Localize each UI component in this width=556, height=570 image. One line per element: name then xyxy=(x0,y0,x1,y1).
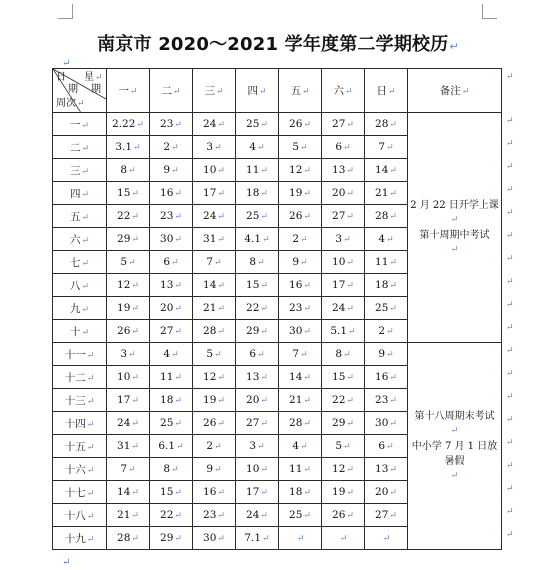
date-cell: ↵ xyxy=(365,527,408,550)
week-cell: 十二↵ xyxy=(53,366,107,389)
row-end-mark-icon: ↵ xyxy=(506,161,514,172)
date-cell: 15↵ xyxy=(150,481,193,504)
date-cell: 16↵ xyxy=(193,481,236,504)
date-cell: 24↵ xyxy=(236,504,279,527)
date-cell: 19↵ xyxy=(322,481,365,504)
date-cell: 15↵ xyxy=(236,274,279,297)
paragraph-mark-icon: ↵ xyxy=(450,214,459,225)
date-cell: 31↵ xyxy=(107,435,150,458)
date-cell: 30↵ xyxy=(365,412,408,435)
date-cell: 25↵ xyxy=(279,504,322,527)
date-cell: 31↵ xyxy=(193,228,236,251)
paragraph-mark-icon: ↵ xyxy=(449,40,459,53)
date-cell: 28↵ xyxy=(107,527,150,550)
date-cell: 13↵ xyxy=(322,159,365,182)
note-line: 第十八周期末考试 xyxy=(414,410,495,422)
paragraph-mark-icon: ↵ xyxy=(62,557,71,568)
date-cell: 12↵ xyxy=(193,366,236,389)
row-end-mark-icon: ↵ xyxy=(506,322,514,333)
date-cell: 23↵ xyxy=(365,389,408,412)
date-cell: 4↵ xyxy=(236,136,279,159)
row-end-mark-icon: ↵ xyxy=(506,368,514,379)
date-cell: 18↵ xyxy=(279,481,322,504)
school-calendar-table xyxy=(52,68,502,550)
date-cell: 5↵ xyxy=(322,435,365,458)
document-title xyxy=(0,30,556,56)
date-cell: 18↵ xyxy=(150,389,193,412)
week-cell: 六↵ xyxy=(53,228,107,251)
date-cell: 9↵ xyxy=(193,458,236,481)
week-cell: 十四↵ xyxy=(53,412,107,435)
date-cell: 29↵ xyxy=(236,320,279,343)
week-cell: 十五↵ xyxy=(53,435,107,458)
note-line: 第十周期中考试 xyxy=(419,229,490,241)
date-cell: 9↵ xyxy=(150,159,193,182)
day-header-sun: 日↵ xyxy=(365,69,408,113)
date-cell: 14↵ xyxy=(193,274,236,297)
notes-header: 备注↵ xyxy=(408,69,502,113)
date-cell: 21↵ xyxy=(279,389,322,412)
date-cell: 16↵ xyxy=(150,182,193,205)
date-cell: 24↵ xyxy=(107,412,150,435)
day-header-sat: 六↵ xyxy=(322,69,365,113)
date-cell: 8↵ xyxy=(236,251,279,274)
date-cell: 22↵ xyxy=(107,205,150,228)
date-cell: ↵ xyxy=(279,527,322,550)
paragraph-mark-icon: ↵ xyxy=(450,470,459,481)
week-cell: 三↵ xyxy=(53,159,107,182)
week-cell: 十七↵ xyxy=(53,481,107,504)
date-cell: 6↵ xyxy=(365,435,408,458)
row-end-mark-icon: ↵ xyxy=(506,299,514,310)
date-cell: 11↵ xyxy=(150,366,193,389)
date-cell: 15↵ xyxy=(322,366,365,389)
date-cell: 14↵ xyxy=(365,159,408,182)
date-cell: 3.1↵ xyxy=(107,136,150,159)
table-row xyxy=(53,113,502,136)
row-end-mark-icon: ↵ xyxy=(506,460,514,471)
date-cell: 26↵ xyxy=(322,504,365,527)
date-cell: 29↵ xyxy=(322,412,365,435)
date-cell: 20↵ xyxy=(150,297,193,320)
date-cell: 12↵ xyxy=(107,274,150,297)
date-cell: 7.1↵ xyxy=(236,527,279,550)
date-cell: 27↵ xyxy=(236,412,279,435)
date-cell: 12↵ xyxy=(279,159,322,182)
row-end-mark-icon: ↵ xyxy=(506,276,514,287)
date-cell: 13↵ xyxy=(150,274,193,297)
date-cell: 13↵ xyxy=(365,458,408,481)
date-cell: 7↵ xyxy=(193,251,236,274)
date-cell: 5.1↵ xyxy=(322,320,365,343)
corner-period-label-2: 期 xyxy=(91,84,101,95)
paragraph-mark-icon: ↵ xyxy=(450,425,459,436)
date-cell: 9↵ xyxy=(365,343,408,366)
date-cell: 13↵ xyxy=(236,366,279,389)
date-cell: 7↵ xyxy=(107,458,150,481)
date-cell: 8↵ xyxy=(107,159,150,182)
document-title-text: 南京市 2020～2021 学年度第二学期校历 xyxy=(97,34,449,55)
date-cell: 24↵ xyxy=(322,297,365,320)
date-cell: 27↵ xyxy=(322,113,365,136)
date-cell: 14↵ xyxy=(107,481,150,504)
date-cell: 21↵ xyxy=(193,297,236,320)
date-cell: 30↵ xyxy=(150,228,193,251)
date-cell: 4.1↵ xyxy=(236,228,279,251)
row-end-mark-icon: ↵ xyxy=(506,253,514,264)
date-cell: 28↵ xyxy=(279,412,322,435)
date-cell: 20↵ xyxy=(365,481,408,504)
corner-star-label: 星↵ xyxy=(84,72,103,83)
date-cell: 10↵ xyxy=(107,366,150,389)
date-cell: 18↵ xyxy=(236,182,279,205)
row-end-mark-icon: ↵ xyxy=(506,184,514,195)
date-cell: 23↵ xyxy=(279,297,322,320)
corner-week-label: 周次↵ xyxy=(56,98,85,109)
header-corner-cell xyxy=(53,69,107,113)
date-cell: 5↵ xyxy=(107,251,150,274)
date-cell: 24↵ xyxy=(193,205,236,228)
week-cell: 八↵ xyxy=(53,274,107,297)
date-cell: 27↵ xyxy=(150,320,193,343)
notes-cell xyxy=(408,343,502,550)
page-corner-mark-top-left xyxy=(58,4,73,19)
date-cell: 23↵ xyxy=(150,205,193,228)
page-corner-mark-top-right xyxy=(482,4,497,19)
corner-period-label: 期 xyxy=(68,84,78,95)
date-cell: 11↵ xyxy=(236,159,279,182)
week-cell: 十一↵ xyxy=(53,343,107,366)
day-header-thu: 四↵ xyxy=(236,69,279,113)
date-cell: 4↵ xyxy=(150,343,193,366)
date-cell: 2.22↵ xyxy=(107,113,150,136)
date-cell: 29↵ xyxy=(150,527,193,550)
date-cell: 26↵ xyxy=(107,320,150,343)
date-cell: 26↵ xyxy=(193,412,236,435)
row-end-mark-icon: ↵ xyxy=(506,138,514,149)
date-cell: 16↵ xyxy=(279,274,322,297)
date-cell: 24↵ xyxy=(193,113,236,136)
date-cell: 17↵ xyxy=(322,274,365,297)
date-cell: 22↵ xyxy=(236,297,279,320)
corner-day-label: 日 xyxy=(56,72,66,83)
date-cell: 15↵ xyxy=(107,182,150,205)
date-cell: 28↵ xyxy=(365,205,408,228)
date-cell: 6.1↵ xyxy=(150,435,193,458)
week-cell: 七↵ xyxy=(53,251,107,274)
week-cell: 九↵ xyxy=(53,297,107,320)
notes-cell xyxy=(408,113,502,343)
week-cell: 十↵ xyxy=(53,320,107,343)
row-end-mark-icon: ↵ xyxy=(506,207,514,218)
row-end-mark-icon: ↵ xyxy=(506,71,514,82)
row-end-mark-icon: ↵ xyxy=(506,230,514,241)
row-end-mark-icon: ↵ xyxy=(506,345,514,356)
date-cell: 25↵ xyxy=(236,205,279,228)
date-cell: 9↵ xyxy=(279,251,322,274)
date-cell: 27↵ xyxy=(365,504,408,527)
day-header-tue: 二↵ xyxy=(150,69,193,113)
date-cell: 7↵ xyxy=(279,343,322,366)
date-cell: 2↵ xyxy=(150,136,193,159)
date-cell: 3↵ xyxy=(236,435,279,458)
row-end-mark-icon: ↵ xyxy=(506,506,514,517)
date-cell: 22↵ xyxy=(150,504,193,527)
date-cell: 3↵ xyxy=(193,136,236,159)
date-cell: ↵ xyxy=(322,527,365,550)
date-cell: 28↵ xyxy=(365,113,408,136)
table-row xyxy=(53,343,502,366)
date-cell: 21↵ xyxy=(365,182,408,205)
week-cell: 十六↵ xyxy=(53,458,107,481)
date-cell: 25↵ xyxy=(150,412,193,435)
date-cell: 11↵ xyxy=(365,251,408,274)
day-header-fri: 五↵ xyxy=(279,69,322,113)
date-cell: 6↵ xyxy=(236,343,279,366)
calendar-body xyxy=(53,113,502,550)
date-cell: 30↵ xyxy=(279,320,322,343)
date-cell: 16↵ xyxy=(365,366,408,389)
row-end-mark-icon: ↵ xyxy=(506,414,514,425)
row-end-mark-icon: ↵ xyxy=(506,437,514,448)
date-cell: 5↵ xyxy=(193,343,236,366)
date-cell: 10↵ xyxy=(193,159,236,182)
date-cell: 11↵ xyxy=(279,458,322,481)
paragraph-mark-icon: ↵ xyxy=(62,58,71,69)
date-cell: 2↵ xyxy=(365,320,408,343)
date-cell: 10↵ xyxy=(236,458,279,481)
note-line: 2 月 22 日开学上课 xyxy=(410,199,499,211)
date-cell: 27↵ xyxy=(322,205,365,228)
date-cell: 8↵ xyxy=(150,458,193,481)
date-cell: 25↵ xyxy=(365,297,408,320)
table-header-row xyxy=(53,69,502,113)
day-header-wed: 三↵ xyxy=(193,69,236,113)
date-cell: 18↵ xyxy=(365,274,408,297)
date-cell: 4↵ xyxy=(365,228,408,251)
date-cell: 28↵ xyxy=(193,320,236,343)
date-cell: 17↵ xyxy=(236,481,279,504)
date-cell: 19↵ xyxy=(193,389,236,412)
week-cell: 五↵ xyxy=(53,205,107,228)
row-end-mark-icon: ↵ xyxy=(506,115,514,126)
note-line: 中小学 7 月 1 日放暑假 xyxy=(411,440,498,467)
row-end-mark-icon: ↵ xyxy=(506,483,514,494)
day-header-mon: 一↵ xyxy=(107,69,150,113)
week-cell: 十三↵ xyxy=(53,389,107,412)
date-cell: 23↵ xyxy=(150,113,193,136)
paragraph-mark-icon: ↵ xyxy=(450,244,459,255)
date-cell: 7↵ xyxy=(365,136,408,159)
date-cell: 10↵ xyxy=(322,251,365,274)
date-cell: 23↵ xyxy=(193,504,236,527)
date-cell: 12↵ xyxy=(322,458,365,481)
date-cell: 20↵ xyxy=(322,182,365,205)
week-cell: 四↵ xyxy=(53,182,107,205)
date-cell: 17↵ xyxy=(107,389,150,412)
date-cell: 19↵ xyxy=(107,297,150,320)
date-cell: 3↵ xyxy=(107,343,150,366)
date-cell: 6↵ xyxy=(150,251,193,274)
row-end-mark-icon: ↵ xyxy=(506,529,514,540)
date-cell: 8↵ xyxy=(322,343,365,366)
date-cell: 5↵ xyxy=(279,136,322,159)
row-end-mark-icon: ↵ xyxy=(506,391,514,402)
date-cell: 30↵ xyxy=(193,527,236,550)
date-cell: 26↵ xyxy=(279,113,322,136)
date-cell: 2↵ xyxy=(193,435,236,458)
date-cell: 20↵ xyxy=(236,389,279,412)
date-cell: 29↵ xyxy=(107,228,150,251)
date-cell: 25↵ xyxy=(236,113,279,136)
date-cell: 17↵ xyxy=(193,182,236,205)
date-cell: 4↵ xyxy=(279,435,322,458)
date-cell: 3↵ xyxy=(322,228,365,251)
week-cell: 十九↵ xyxy=(53,527,107,550)
date-cell: 14↵ xyxy=(279,366,322,389)
week-cell: 十八↵ xyxy=(53,504,107,527)
date-cell: 19↵ xyxy=(279,182,322,205)
date-cell: 21↵ xyxy=(107,504,150,527)
date-cell: 2↵ xyxy=(279,228,322,251)
week-cell: 二↵ xyxy=(53,136,107,159)
week-cell: 一↵ xyxy=(53,113,107,136)
date-cell: 22↵ xyxy=(322,389,365,412)
date-cell: 26↵ xyxy=(279,205,322,228)
date-cell: 6↵ xyxy=(322,136,365,159)
